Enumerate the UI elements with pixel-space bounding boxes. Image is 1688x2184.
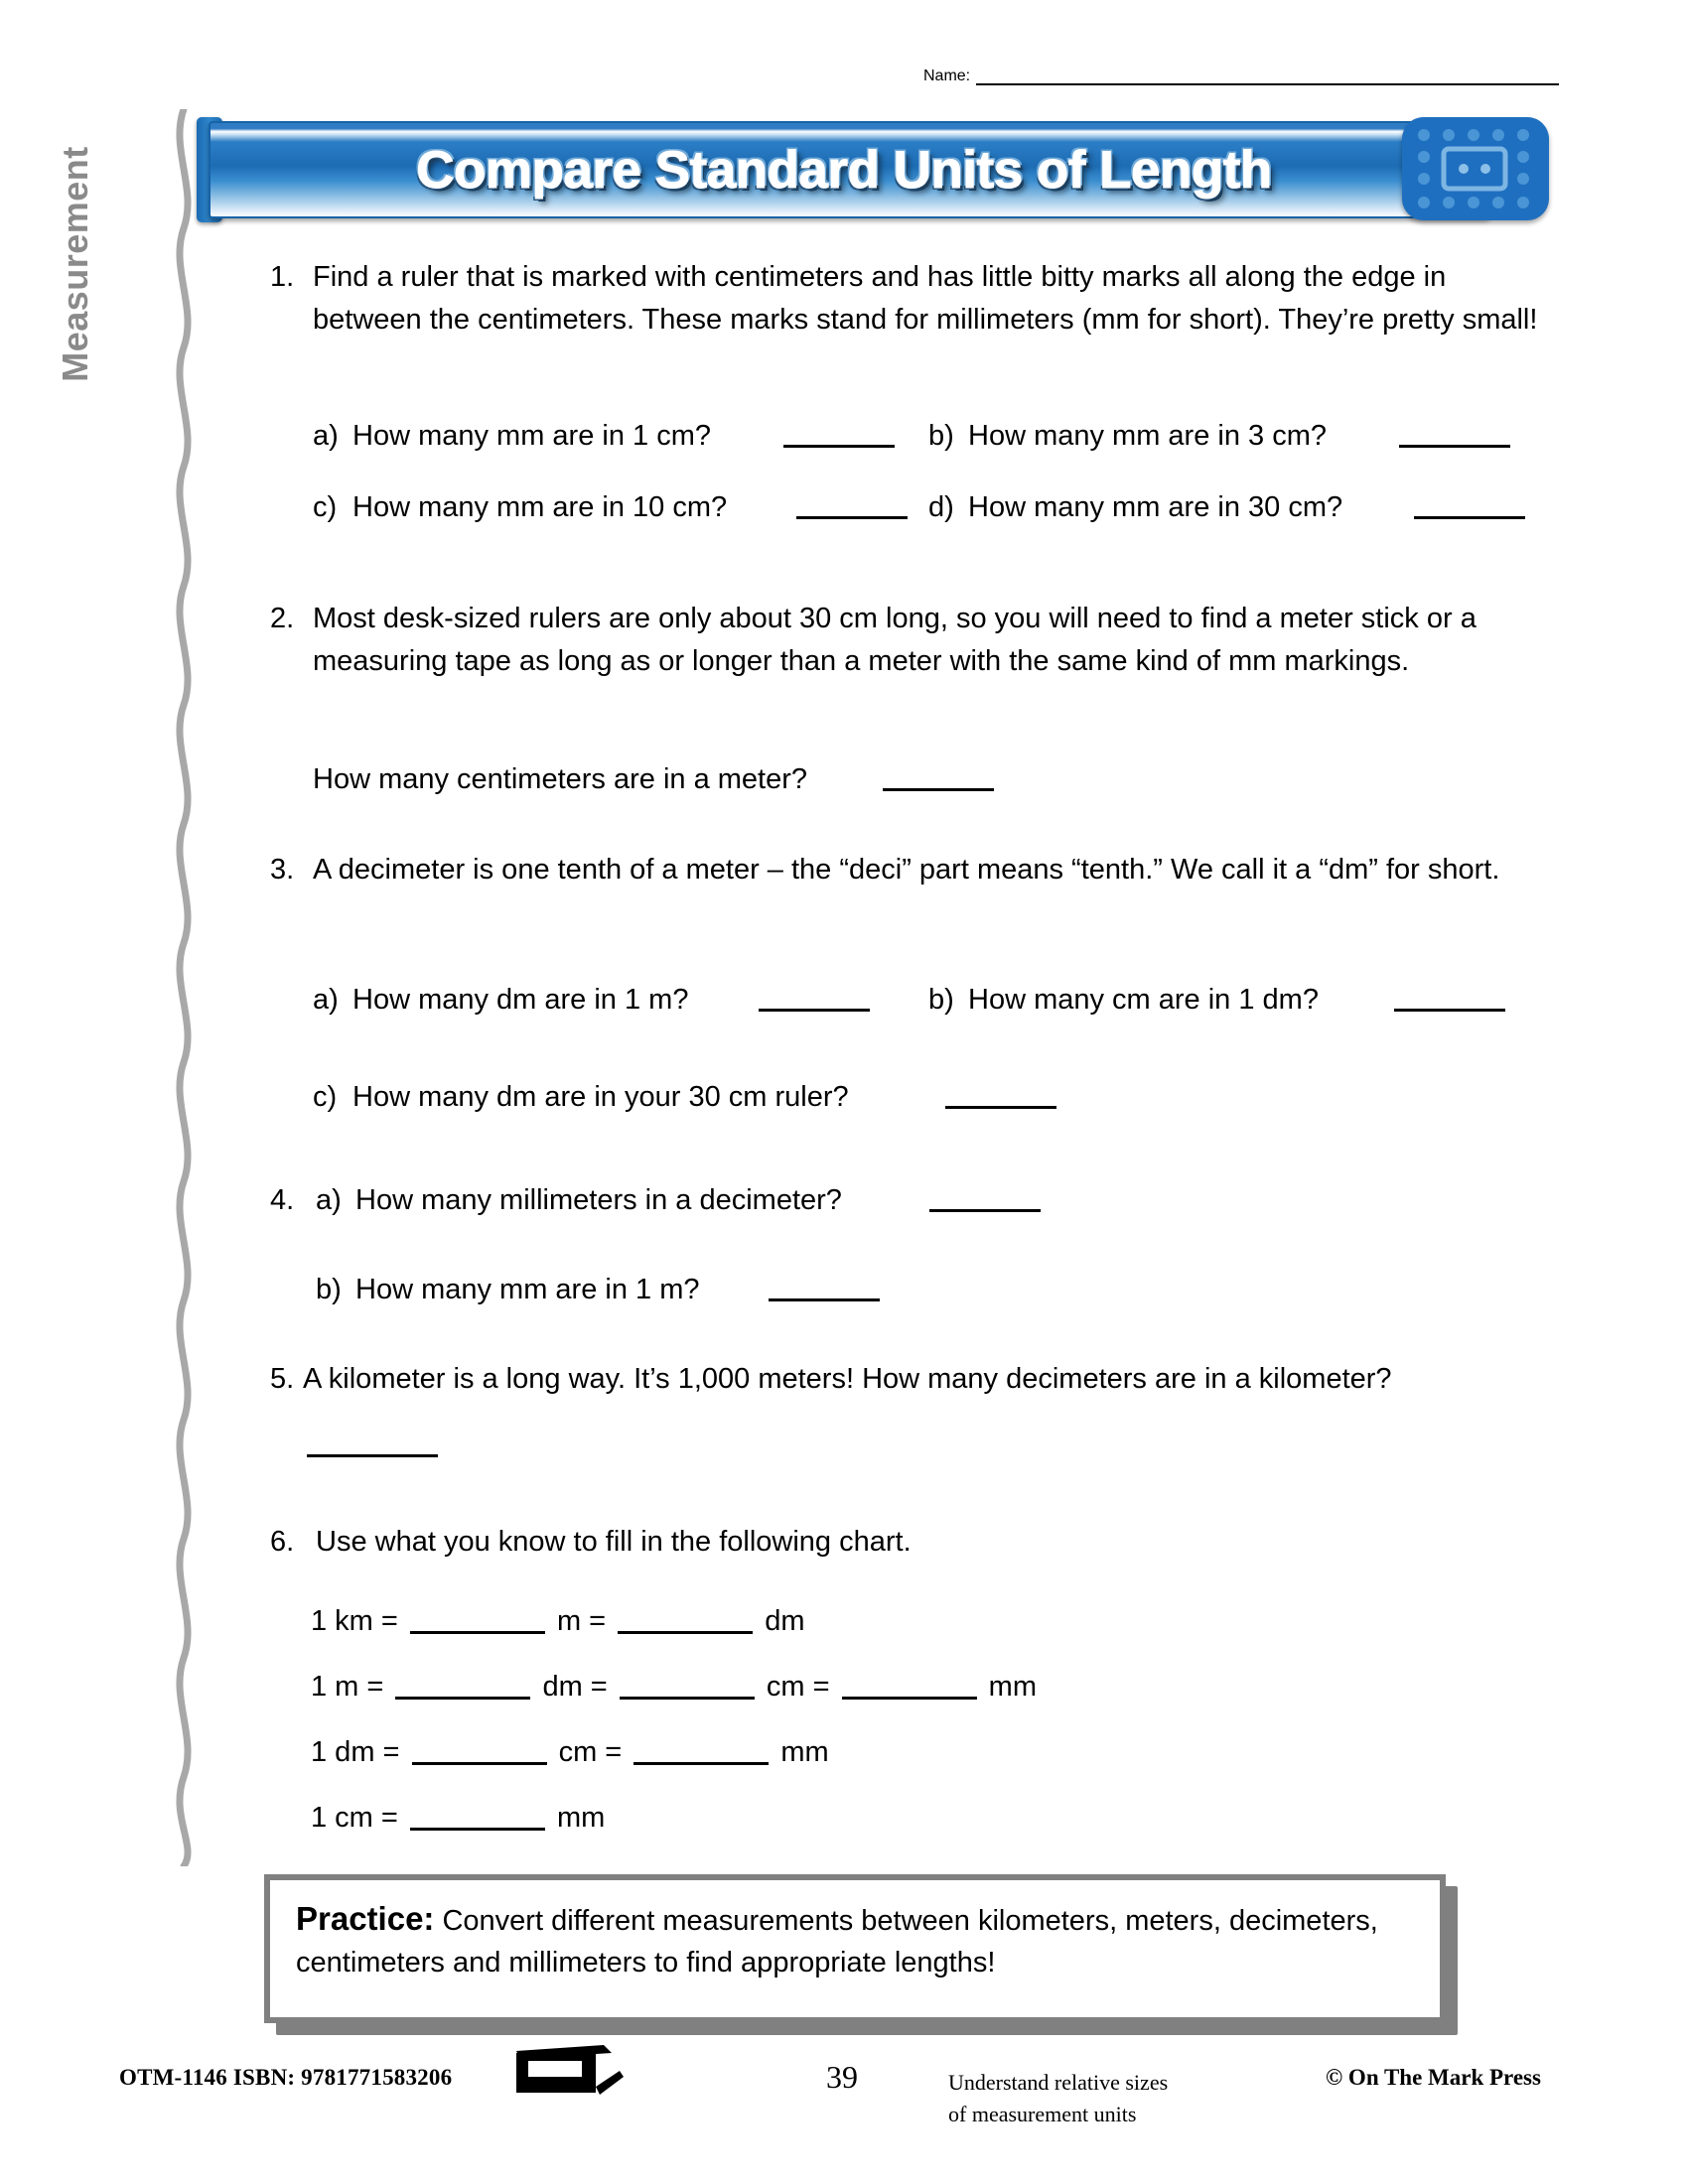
question-5-answer-blank[interactable] [307,1454,438,1457]
question-5-number: 5. [270,1363,295,1395]
chart-row-m-blank-3[interactable] [842,1697,977,1700]
practice-text [296,1898,1414,1983]
question-4b-label: b) [316,1274,342,1305]
chart-row-cm [311,1797,605,1840]
question-2-body: Most desk-sized rulers are only about 30 cm long, so you will need to find a meter stick or a measuring tape as long as or longer than a meter with the same kind of mm markings. [313,603,1477,677]
question-1b-text: How many mm are in 3 cm? [968,420,1327,452]
question-6-body: Use what you know to fill in the following chart. [316,1526,912,1558]
sidebar-subject-label: Measurement [55,146,95,382]
footer-page-number: 39 [826,2059,858,2095]
question-1d-answer-blank[interactable] [1414,516,1525,519]
question-4a-text: How many millimeters in a decimeter? [355,1184,842,1216]
question-3b-answer-blank[interactable] [1394,1009,1505,1012]
question-1a-label: a) [313,420,339,452]
chart-row-m-unit-3: mm [988,1671,1037,1703]
chart-row-km-unit-1: m = [556,1605,607,1637]
chart-row-km [311,1600,805,1643]
chart-row-dm-lead: 1 dm = [311,1736,400,1768]
chart-row-cm-lead: 1 cm = [311,1802,398,1834]
question-4-number: 4. [270,1184,295,1216]
chart-row-m [311,1666,1037,1708]
question-5-body: A kilometer is a long way. It’s 1,000 meters! How many decimeters are in a kilometer? [303,1363,1392,1395]
question-2-answer-blank[interactable] [883,788,994,791]
page-title: Compare Standard Units of Length [416,140,1272,200]
question-2-number: 2. [270,603,295,634]
question-3b-text: How many cm are in 1 dm? [968,984,1319,1016]
chart-row-m-blank-2[interactable] [620,1697,755,1700]
footer-standard-description [948,2067,1168,2130]
chart-row-m-unit-2: cm = [766,1671,830,1703]
question-1-number: 1. [270,261,295,293]
question-4b-text: How many mm are in 1 m? [355,1274,700,1305]
chart-row-dm-blank-2[interactable] [633,1762,769,1765]
question-1c-text: How many mm are in 10 cm? [352,491,728,523]
question-1b-label: b) [928,420,954,452]
question-3a-text: How many dm are in 1 m? [352,984,689,1016]
chart-row-km-unit-2: dm [765,1605,805,1637]
chart-row-dm-unit-2: mm [780,1736,829,1768]
chart-row-cm-unit-1: mm [556,1802,606,1834]
question-3c-answer-blank[interactable] [945,1106,1056,1109]
chart-row-dm [311,1731,829,1774]
question-3c-text: How many dm are in your 30 cm ruler? [352,1081,849,1113]
page-footer [0,2053,1688,2162]
footer-standard-line-2: of measurement units [948,2102,1137,2126]
chart-row-m-lead: 1 m = [311,1671,384,1703]
question-4a-answer-blank[interactable] [929,1209,1041,1212]
chart-row-km-blank-2[interactable] [618,1631,753,1634]
question-4a-label: a) [316,1184,342,1216]
question-6-number: 6. [270,1526,295,1558]
question-3a-label: a) [313,984,339,1016]
practice-body: Convert different measurements between kilometers, meters, decimeters, centimeters and millimeters to find appropriate lengths! [296,1905,1378,1979]
question-2-prompt: How many centimeters are in a meter? [313,763,808,795]
chart-row-dm-blank-1[interactable] [412,1762,547,1765]
chart-row-cm-blank-1[interactable] [410,1828,545,1831]
question-1a-answer-blank[interactable] [783,445,895,448]
press-book-logo-icon [508,2037,628,2109]
question-3-body: A decimeter is one tenth of a meter – the “deci” part means “tenth.” We call it a “dm” for short. [313,854,1500,886]
question-1b-answer-blank[interactable] [1399,445,1510,448]
practice-box [264,1874,1446,2023]
question-3-number: 3. [270,854,295,886]
chart-row-m-unit-1: dm = [542,1671,608,1703]
question-1c-answer-blank[interactable] [796,516,908,519]
practice-label: Practice: [296,1900,435,1937]
question-3b-label: b) [928,984,954,1016]
question-1d-label: d) [928,491,954,523]
name-label: Name: [923,68,971,84]
footer-copyright: © On The Mark Press [1326,2065,1541,2090]
question-1a-text: How many mm are in 1 cm? [352,420,711,452]
chart-row-m-blank-1[interactable] [395,1697,530,1700]
chart-row-dm-unit-1: cm = [558,1736,623,1768]
question-3a-answer-blank[interactable] [759,1009,870,1012]
question-1-body: Find a ruler that is marked with centimeters and has little bitty marks all along the edge in between the centimeters. These marks stand for millimeters (mm for short). They’re pretty small! [313,261,1538,336]
chart-row-km-blank-1[interactable] [410,1631,545,1634]
footer-product-code: OTM-1146 ISBN: 9781771583206 [119,2065,453,2090]
chart-row-km-lead: 1 km = [311,1605,398,1637]
question-3c-label: c) [313,1081,338,1113]
question-4b-answer-blank[interactable] [769,1298,880,1301]
question-1d-text: How many mm are in 30 cm? [968,491,1343,523]
question-1c-label: c) [313,491,338,523]
footer-standard-line-1: Understand relative sizes [948,2070,1169,2095]
